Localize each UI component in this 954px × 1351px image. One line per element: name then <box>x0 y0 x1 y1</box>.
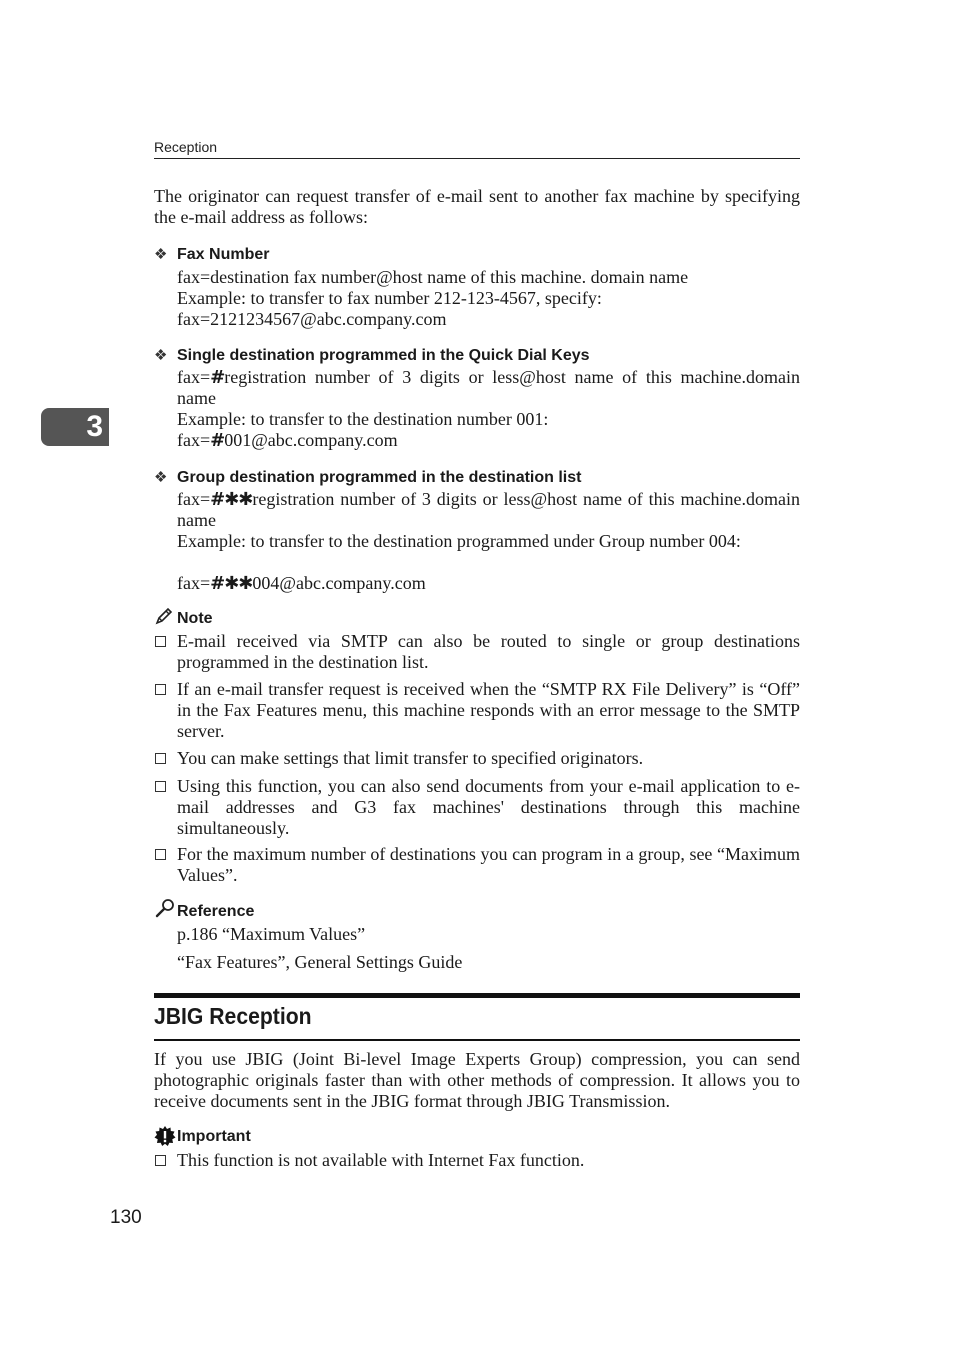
section-rule-bottom <box>154 1039 800 1041</box>
checkbox-bullet-icon <box>155 753 166 764</box>
checkbox-bullet-icon <box>155 684 166 695</box>
note-item: You can make settings that limit transfer to specified originators. <box>177 748 644 768</box>
checkbox-bullet-icon <box>155 636 166 647</box>
subhead-fax-number: Fax Number <box>177 246 270 263</box>
fax-number-line-1: fax=destination fax number@host name of this machine. domain name <box>177 267 689 287</box>
important-item: This function is not available with Internet Fax function. <box>177 1150 585 1170</box>
hash-star-star-key-icon: #✱✱ <box>210 489 253 510</box>
header-rule <box>154 158 800 159</box>
group-destination-line-3: fax=#✱✱004@abc.company.com <box>177 573 426 594</box>
reference-heading: Reference <box>177 903 255 920</box>
page-number: 130 <box>110 1207 142 1228</box>
reference-item: “Fax Features”, General Settings Guide <box>177 952 463 972</box>
note-heading: Note <box>177 610 213 627</box>
checkbox-bullet-icon <box>155 1155 166 1166</box>
chapter-tab: 3 <box>41 408 109 446</box>
checkbox-bullet-icon <box>155 781 166 792</box>
group-destination-example: Example: to transfer to the destination programmed under Group number 004: <box>177 531 741 551</box>
checkbox-bullet-icon <box>155 849 166 860</box>
running-header: Reception <box>154 139 218 155</box>
diamond-bullet-icon: ❖ <box>154 470 168 486</box>
section-title: JBIG Reception <box>154 1003 312 1029</box>
diamond-bullet-icon: ❖ <box>154 247 168 263</box>
group-destination-line-1: fax=#✱✱registration number of 3 digits or less@host name of this machine.domain name <box>177 489 800 530</box>
important-icon <box>154 1125 176 1147</box>
jbig-paragraph: If you use JBIG (Joint Bi-level Image Experts Group) compression, you can send photographic originals faster than with other methods of compression. It allows you to receive documents sent in the JBIG format through JBIG Transmission. <box>154 1049 800 1111</box>
important-heading: Important <box>177 1128 251 1145</box>
single-destination-line-3: fax=#001@abc.company.com <box>177 430 398 451</box>
note-item: If an e-mail transfer request is received when the “SMTP RX File Delivery” is “Off” in the Fax Features menu, this machine responds with an error message to the SMTP server. <box>177 679 800 741</box>
single-destination-line-1: fax=#registration number of 3 digits or less@host name of this machine.domain name <box>177 367 800 408</box>
fax-number-line-3: fax=2121234567@abc.company.com <box>177 309 447 329</box>
intro-paragraph: The originator can request transfer of e-mail sent to another fax machine by specifying the e-mail address as follows: <box>154 186 800 227</box>
diamond-bullet-icon: ❖ <box>154 348 168 364</box>
subhead-single-destination: Single destination programmed in the Quick Dial Keys <box>177 347 590 364</box>
hash-key-icon: # <box>210 430 225 451</box>
section-rule-top <box>154 993 800 998</box>
pencil-icon <box>154 606 174 626</box>
single-destination-example: Example: to transfer to the destination number 001: <box>177 409 549 429</box>
subhead-group-destination: Group destination programmed in the destination list <box>177 469 582 486</box>
hash-key-icon: # <box>210 367 225 388</box>
note-item: For the maximum number of destinations you can program in a group, see “Maximum Values”. <box>177 844 800 885</box>
note-item: Using this function, you can also send documents from your e-mail application to e-mail addresses and G3 fax machines' destinations through this machine simultaneously. <box>177 776 800 838</box>
note-item: E-mail received via SMTP can also be routed to single or group destinations programmed in the destination list. <box>177 631 800 672</box>
reference-item: p.186 “Maximum Values” <box>177 924 366 944</box>
magnifier-icon <box>154 898 176 920</box>
fax-number-line-2: Example: to transfer to fax number 212-123-4567, specify: <box>177 288 602 308</box>
hash-star-star-key-icon: #✱✱ <box>210 573 253 594</box>
